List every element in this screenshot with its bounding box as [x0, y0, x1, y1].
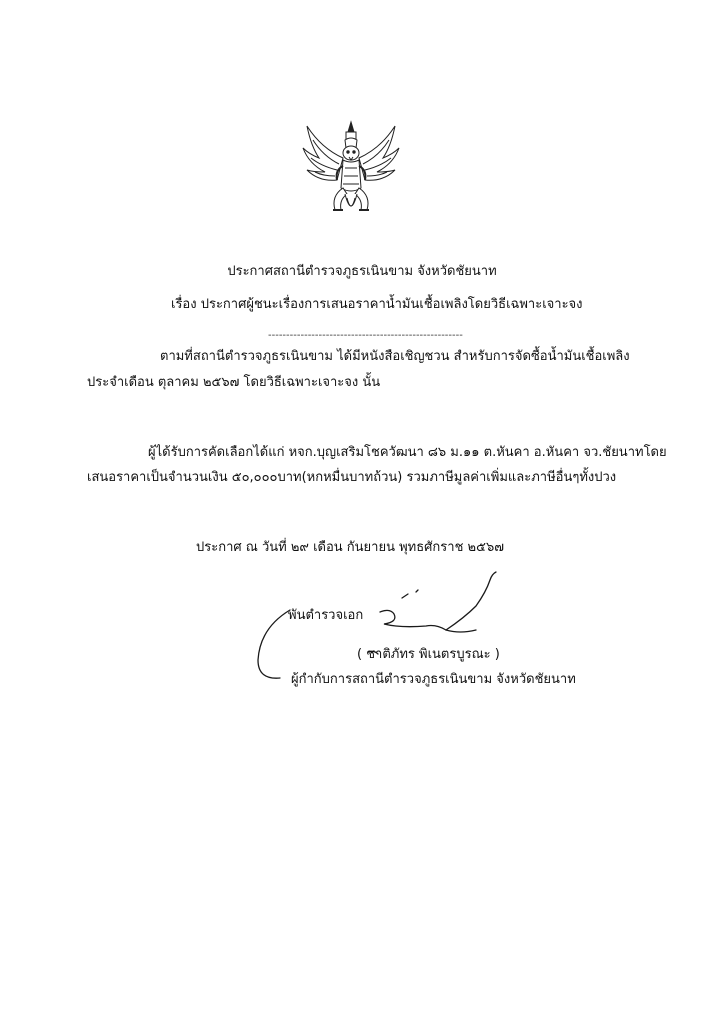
garuda-emblem-icon: [300, 118, 402, 222]
paragraph-2-line-2: เสนอราคาเป็นจำนวนเงิน ๕๐,๐๐๐บาท(หกหมื่นบาทถ้วน) รวมภาษีมูลค่าเพิ่มและภาษีอื่นๆทั้งปวง: [87, 470, 617, 485]
announcement-subject: เรื่อง ประกาศผู้ชนะเรื่องการเสนอราคาน้ำมันเชื้อเพลิงโดยวิธีเฉพาะเจาะจง: [171, 297, 583, 312]
paragraph-1-line-1: ตามที่สถานีตำรวจภูธรเนินขาม ได้มีหนังสือเชิญชวน สำหรับการจัดซื้อน้ำมันเชื้อเพลิง: [160, 349, 630, 364]
paragraph-2-line-1: ผู้ได้รับการคัดเลือกได้แก่ หจก.บุญเสริมโชควัฒนา ๘๖ ม.๑๑ ต.หันคา อ.หันคา จว.ชัยนาทโดย: [148, 445, 667, 460]
handwritten-signature: [250, 568, 510, 688]
signatory-name: ( ชาติภัทร พิเนตรบูรณะ ): [357, 647, 500, 662]
signatory-position: ผู้กำกับการสถานีตำรวจภูธรเนินขาม จังหวัดชัยนาท: [291, 672, 576, 687]
signatory-rank: พันตำรวจเอก: [288, 608, 364, 623]
paragraph-1-line-2: ประจำเดือน ตุลาคม ๒๕๖๗ โดยวิธีเฉพาะเจาะจง นั้น: [87, 375, 381, 390]
announcement-dateline: ประกาศ ณ วันที่ ๒๙ เดือน กันยายน พุทธศักราช ๒๕๖๗: [196, 540, 504, 555]
divider-line: ------------------------------------------------------: [268, 330, 463, 341]
announcement-title: ประกาศสถานีตำรวจภูธรเนินขาม จังหวัดชัยนาท: [227, 264, 497, 279]
